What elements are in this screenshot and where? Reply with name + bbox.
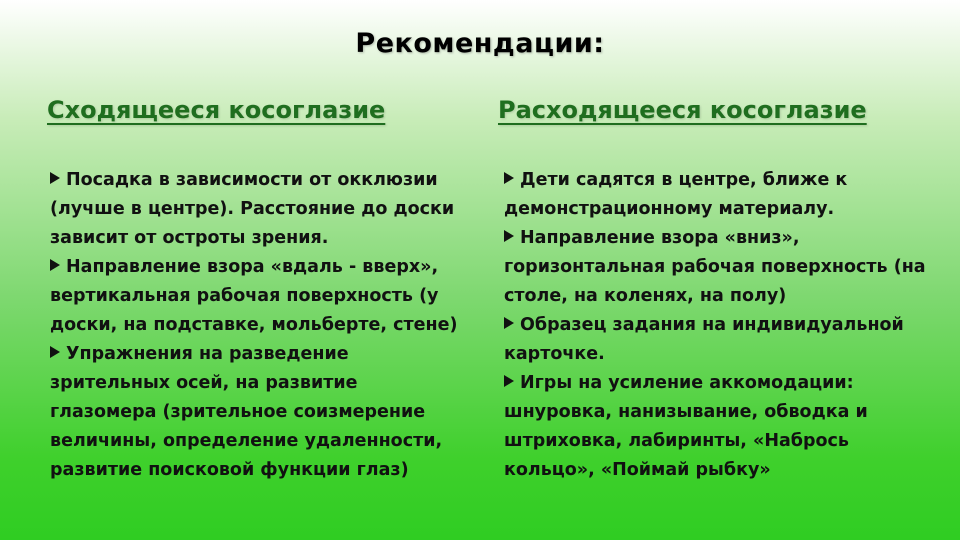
arrow-bullet-icon (50, 346, 60, 358)
arrow-bullet-icon (504, 172, 514, 184)
list-item (504, 369, 936, 485)
list-item (504, 311, 936, 369)
arrow-bullet-icon (50, 172, 60, 184)
arrow-bullet-icon (504, 230, 514, 242)
list-item-text: Игры на усиление аккомодации: шнуровка, нанизывание, обводка и штриховка, лабиринты, «Набрось кольцо», «Поймай рыбку» (504, 373, 868, 480)
heading-divergent-strabismus: Расходящееся косоглазие (498, 96, 867, 124)
list-item (50, 253, 470, 340)
list-item (504, 166, 936, 224)
convergent-recommendations-list (50, 166, 470, 485)
list-item-text: Посадка в зависимости от окклюзии (лучше в центре). Расстояние до доски зависит от остроты зрения. (50, 170, 455, 248)
list-item-text: Дети садятся в центре, ближе к демонстрационному материалу. (504, 170, 848, 219)
list-item-text: Направление взора «вдаль - вверх», вертикальная рабочая поверхность (у доски, на подставке, мольберте, стене) (50, 257, 458, 335)
list-item (50, 340, 470, 485)
list-item (504, 224, 936, 311)
arrow-bullet-icon (504, 375, 514, 387)
list-item (50, 166, 470, 253)
arrow-bullet-icon (504, 317, 514, 329)
slide-title: Рекомендации: (355, 28, 605, 59)
divergent-recommendations-list (504, 166, 936, 485)
list-item-text: Направление взора «вниз», горизонтальная рабочая поверхность (на столе, на коленях, на полу) (504, 228, 926, 306)
list-item-text: Образец задания на индивидуальной карточке. (504, 315, 904, 364)
arrow-bullet-icon (50, 259, 60, 271)
heading-convergent-strabismus: Сходящееся косоглазие (47, 96, 386, 124)
list-item-text: Упражнения на разведение зрительных осей, на развитие глазомера (зрительное соизмерение величины, определение удаленности, развитие поисковой функции глаз) (50, 344, 443, 480)
